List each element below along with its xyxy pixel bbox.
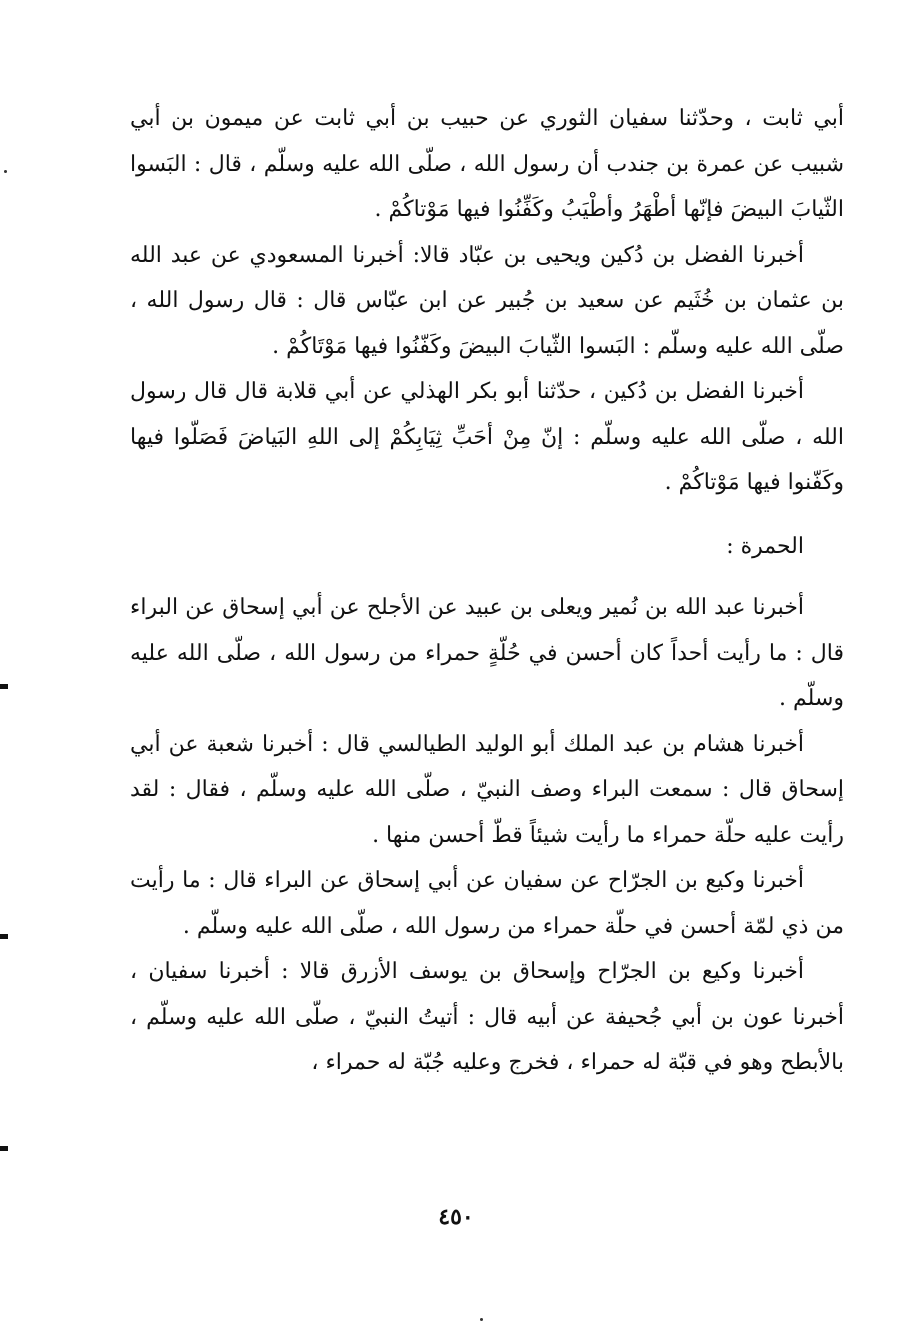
paragraph-7: أخبرنا وكيع بن الجرّاح وإسحاق بن يوسف الأزرق قالا : أخبرنا سفيان ، أخبرنا عون بن أبي جُحيفة عن أبيه قال : أتيتُ النبيّ ، صلّى الله عليه وسلّم ، بالأبطح وهو في قبّة له حمراء ، فخرج وعليه جُبّة له حمراء ، <box>130 959 844 1075</box>
scan-mark <box>0 684 8 689</box>
paragraph-1: أبي ثابت ، وحدّثنا سفيان الثوري عن حبيب بن أبي ثابت عن ميمون بن أبي شبيب عن عمرة بن جندب أن رسول الله ، صلّى الله عليه وسلّم ، قال : البَسوا الثّيابَ البيضَ فإنّها أطْهَرُ وأطْيَبُ وكَفِّنُوا فيها مَوْتاكُمْ . <box>130 106 844 222</box>
page-body <box>130 96 844 1086</box>
scan-dot <box>4 170 7 173</box>
paragraph-3: أخبرنا الفضل بن دُكين ، حدّثنا أبو بكر الهذلي عن أبي قلابة قال قال رسول الله ، صلّى الله عليه وسلّم : إنّ مِنْ أحَبِّ ثِيَابِكُمْ إلى اللهِ البَياضَ فَصَلّوا فيها وكَفّنوا فيها مَوْتاكُمْ . <box>130 379 844 495</box>
paragraph-5: أخبرنا هشام بن عبد الملك أبو الوليد الطيالسي قال : أخبرنا شعبة عن أبي إسحاق قال : سمعت البراء وصف النبيّ ، صلّى الله عليه وسلّم ، فقال : لقد رأيت عليه حلّة حمراء ما رأيت شيئاً قطّ أحسن منها . <box>130 731 844 848</box>
paragraph-4: أخبرنا عبد الله بن نُمير ويعلى بن عبيد عن الأجلح عن أبي إسحاق عن البراء قال : ما رأيت أحداً كان أحسن في حُلّةٍ حمراء من رسول الله ، صلّى الله عليه وسلّم . <box>130 595 844 711</box>
page-number: ٤٥٠ <box>438 1204 474 1230</box>
section-heading: الحمرة : <box>726 533 804 559</box>
scan-mark <box>0 1146 8 1151</box>
scan-dot <box>480 1318 483 1321</box>
paragraph-2: أخبرنا الفضل بن دُكين ويحيى بن عبّاد قالا: أخبرنا المسعودي عن عبد الله بن عثمان بن خُثَيم عن سعيد بن جُبير عن ابن عبّاس قال : قال رسول الله ، صلّى الله عليه وسلّم : البَسوا الثّيابَ البيضَ وكَفّنُوا فيها مَوْتَاكُمْ . <box>130 242 844 359</box>
scan-mark <box>0 934 8 939</box>
paragraph-6: أخبرنا وكيع بن الجرّاح عن سفيان عن أبي إسحاق عن البراء قال : ما رأيت من ذي لمّة أحسن في حلّة حمراء من رسول الله ، صلّى الله عليه وسلّم . <box>130 868 844 939</box>
